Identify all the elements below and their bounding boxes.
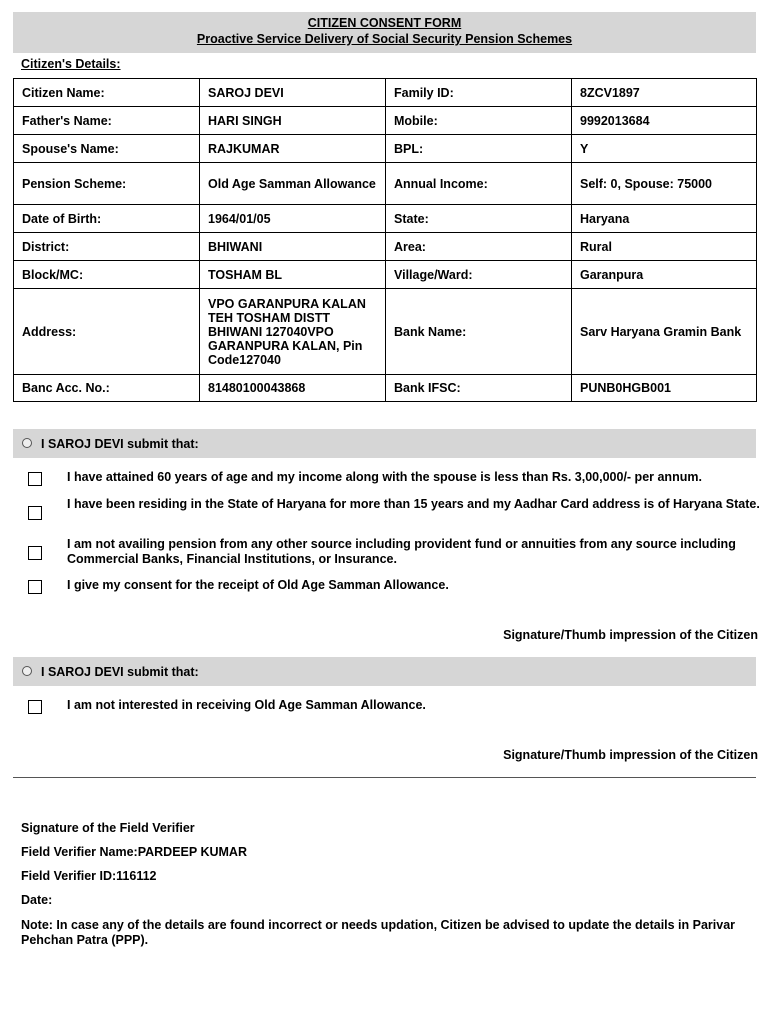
field-value: PUNB0HGB001 xyxy=(572,375,757,402)
field-label: Citizen Name: xyxy=(14,79,200,107)
field-label: Family ID: xyxy=(386,79,572,107)
field-value: TOSHAM BL xyxy=(200,261,386,289)
field-label: Mobile: xyxy=(386,107,572,135)
table-row xyxy=(14,163,757,205)
field-label: Block/MC: xyxy=(14,261,200,289)
form-title: CITIZEN CONSENT FORM xyxy=(307,16,462,30)
consent-section-bar xyxy=(13,429,756,458)
consent-statement-4: I give my consent for the receipt of Old Age Samman Allowance. xyxy=(67,578,449,592)
citizen-details-table xyxy=(13,78,757,402)
consent-statement-2: I have been residing in the State of Haryana for more than 15 years and my Aadhar Card address is of Haryana State. xyxy=(67,497,760,511)
decline-statement: I am not interested in receiving Old Age Samman Allowance. xyxy=(67,698,426,712)
update-note: Note: In case any of the details are found incorrect or needs updation, Citizen be advised to update the details in Parivar Pehchan Patra (PPP). xyxy=(21,918,736,947)
field-label: Father's Name: xyxy=(14,107,200,135)
field-value: 9992013684 xyxy=(572,107,757,135)
consent-checkbox-1[interactable] xyxy=(28,472,42,486)
field-value: BHIWANI xyxy=(200,233,386,261)
field-label: Date of Birth: xyxy=(14,205,200,233)
verifier-signature-label: Signature of the Field Verifier xyxy=(21,821,195,835)
consent-heading: I SAROJ DEVI submit that: xyxy=(41,437,199,451)
field-value: Old Age Samman Allowance xyxy=(200,163,386,205)
verifier-name: Field Verifier Name:PARDEEP KUMAR xyxy=(21,845,247,859)
field-value: Garanpura xyxy=(572,261,757,289)
field-label: Bank Name: xyxy=(386,289,572,375)
form-subtitle: Proactive Service Delivery of Social Security Pension Schemes xyxy=(196,32,573,46)
consent-statement-1: I have attained 60 years of age and my income along with the spouse is less than Rs. 3,00,000/- per annum. xyxy=(67,470,702,484)
field-value: Haryana xyxy=(572,205,757,233)
consent-radio[interactable] xyxy=(22,438,32,448)
field-value: SAROJ DEVI xyxy=(200,79,386,107)
field-label: Village/Ward: xyxy=(386,261,572,289)
form-header xyxy=(13,12,756,53)
field-value: Y xyxy=(572,135,757,163)
field-value: 8ZCV1897 xyxy=(572,79,757,107)
table-row xyxy=(14,375,757,402)
consent-checkbox-4[interactable] xyxy=(28,580,42,594)
field-label: Address: xyxy=(14,289,200,375)
citizen-details-label: Citizen's Details: xyxy=(21,57,121,71)
decline-radio[interactable] xyxy=(22,666,32,676)
field-label: Annual Income: xyxy=(386,163,572,205)
decline-checkbox[interactable] xyxy=(28,700,42,714)
table-row xyxy=(14,205,757,233)
field-label: State: xyxy=(386,205,572,233)
table-row xyxy=(14,79,757,107)
field-value: VPO GARANPURA KALAN TEH TOSHAM DISTT BHIWANI 127040VPO GARANPURA KALAN, Pin Code127040 xyxy=(200,289,386,375)
field-label: Pension Scheme: xyxy=(14,163,200,205)
citizen-signature-label: Signature/Thumb impression of the Citizen xyxy=(503,748,758,762)
verifier-id: Field Verifier ID:116112 xyxy=(21,869,157,883)
consent-checkbox-3[interactable] xyxy=(28,546,42,560)
field-label: Bank IFSC: xyxy=(386,375,572,402)
field-value: Rural xyxy=(572,233,757,261)
consent-checkbox-2[interactable] xyxy=(28,506,42,520)
divider xyxy=(13,777,756,778)
table-row xyxy=(14,107,757,135)
field-value: Self: 0, Spouse: 75000 xyxy=(572,163,757,205)
citizen-signature-label: Signature/Thumb impression of the Citizen xyxy=(503,628,758,642)
field-value: HARI SINGH xyxy=(200,107,386,135)
field-value: 1964/01/05 xyxy=(200,205,386,233)
consent-statement-3: I am not availing pension from any other source including provident fund or annuities from any source including Commercial Banks, Financial Institutions, or Insurance. xyxy=(67,537,736,566)
field-label: Banc Acc. No.: xyxy=(14,375,200,402)
table-row xyxy=(14,233,757,261)
field-label: Area: xyxy=(386,233,572,261)
verifier-date: Date: xyxy=(21,893,53,907)
table-row xyxy=(14,289,757,375)
field-label: BPL: xyxy=(386,135,572,163)
decline-heading: I SAROJ DEVI submit that: xyxy=(41,665,199,679)
table-row xyxy=(14,261,757,289)
field-label: District: xyxy=(14,233,200,261)
table-row xyxy=(14,135,757,163)
field-value: RAJKUMAR xyxy=(200,135,386,163)
field-label: Spouse's Name: xyxy=(14,135,200,163)
decline-section-bar xyxy=(13,657,756,686)
field-value: 81480100043868 xyxy=(200,375,386,402)
field-value: Sarv Haryana Gramin Bank xyxy=(572,289,757,375)
